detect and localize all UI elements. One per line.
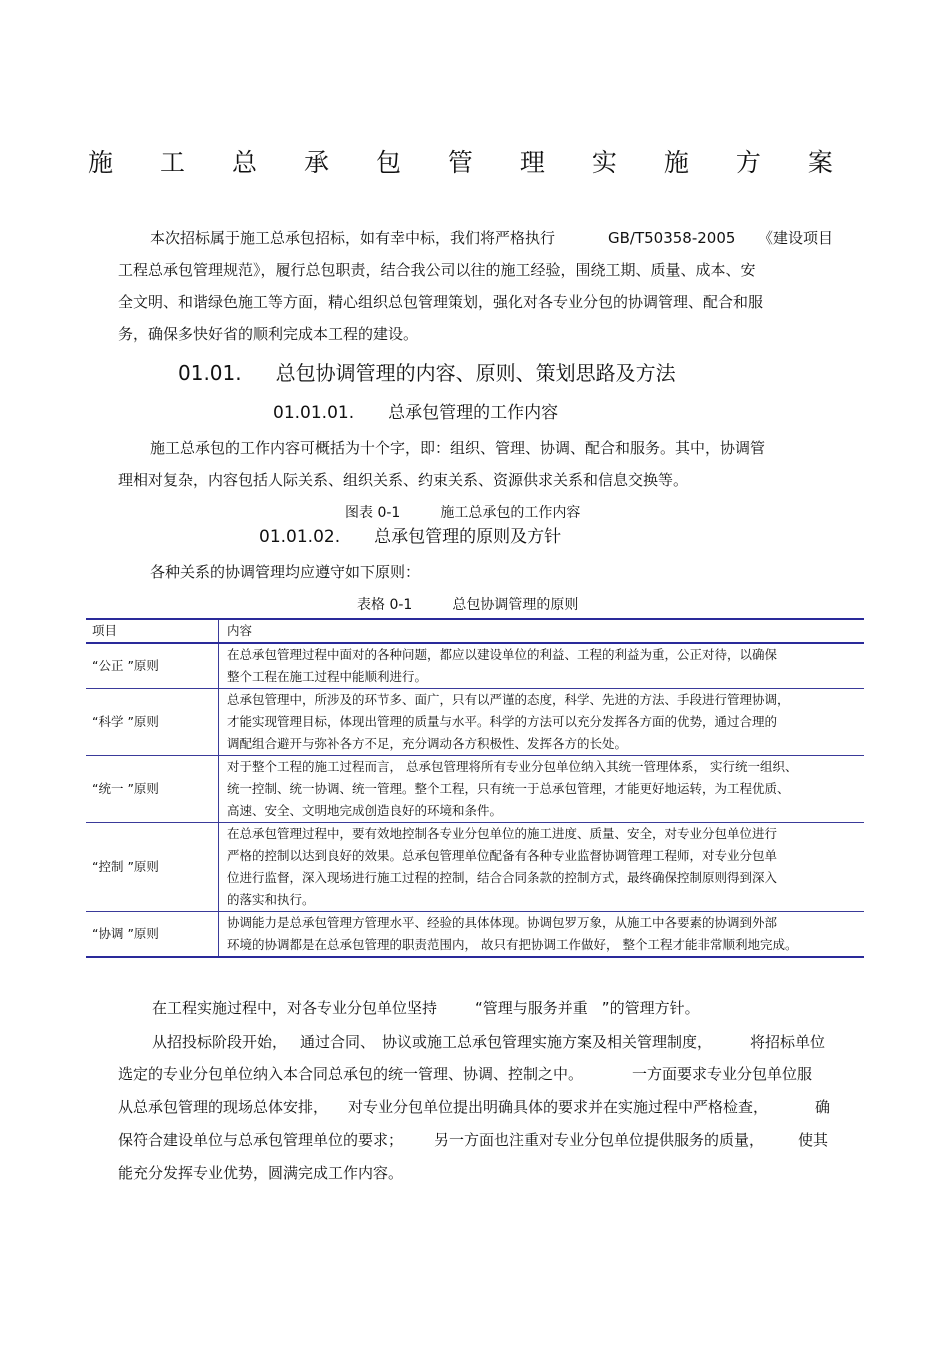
table-label: 表格 0-1	[357, 597, 413, 613]
final-text: 通过合同、	[300, 1033, 376, 1051]
section-number: 01.01.	[178, 361, 242, 385]
principle-description	[219, 689, 865, 756]
title-char: 总	[231, 148, 257, 177]
final-text: 确	[815, 1098, 831, 1116]
header-content: 内容	[227, 623, 253, 638]
title-char: 方	[735, 148, 761, 177]
table-row	[86, 643, 864, 689]
description-line: 严格的控制以达到良好的效果。总承包管理单位配备有各种专业监督协调管理工程师，对专业分包单	[227, 848, 778, 863]
final-text: 使其	[798, 1131, 829, 1149]
after-table-line	[152, 998, 700, 1018]
title-char: 施	[88, 148, 114, 177]
final-line-4	[118, 1130, 829, 1150]
principle-description	[219, 912, 865, 958]
final-text: 协议或施工总承包管理实施方案及相关管理制度，	[382, 1033, 713, 1051]
subsection-heading-2	[259, 526, 561, 548]
description-line: 统一控制、统一协调、统一管理。整个工程，只有统一于总承包管理，才能更好地运转，为工程优质、	[227, 781, 790, 796]
final-text: 另一方面也注重对专业分包单位提供服务的质量，	[434, 1131, 765, 1149]
final-text: 从总承包管理的现场总体安排，	[118, 1098, 329, 1116]
description-line: 对于整个工程的施工过程而言， 总承包管理将所有专业分包单位纳入其统一管理体系， 实行统一组织、	[227, 759, 798, 774]
final-line-5: 能充分发挥专业优势，圆满完成工作内容。	[118, 1164, 404, 1182]
standard-code: GB/T50358-2005	[608, 229, 736, 247]
intro-text: 本次招标属于施工总承包招标，如有幸中标，我们将严格执行	[150, 229, 556, 247]
final-text: 一方面要求专业分包单位服	[632, 1065, 813, 1083]
title-char: 实	[591, 148, 617, 177]
description-line: 调配组合避开与弥补各方不足，充分调动各方积极性、发挥各方的长处。	[227, 736, 628, 751]
description-line: 才能实现管理目标，体现出管理的质量与水平。科学的方法可以充分发挥各方面的优势，通过合理的	[227, 714, 778, 729]
table-row	[86, 823, 864, 912]
document-title	[88, 146, 833, 180]
table-row	[86, 912, 864, 958]
description-line: 位进行监督，深入现场进行施工过程的控制，结合合同条款的控制方式，最终确保控制原则得到深入	[227, 870, 778, 885]
principle-name: “科学 ”原则	[86, 689, 219, 756]
principles-table	[86, 618, 864, 958]
description-line: 协调能力是总承包管理方管理水平、经验的具体体现。协调包罗万象，从施工中各要素的协调到外部	[227, 915, 778, 930]
subsection-heading-1	[273, 402, 558, 424]
principle-name: “公正 ”原则	[86, 643, 219, 689]
title-char: 管	[447, 148, 473, 177]
description-line: 在总承包管理过程中面对的各种问题，都应以建设单位的利益、工程的利益为重，公正对待，以确保	[227, 647, 778, 662]
description-line: 总承包管理中，所涉及的环节多、面广，只有以严谨的态度，科学、先进的方法、手段进行管理协调，	[227, 692, 790, 707]
table-header-row	[86, 619, 864, 643]
final-text: 将招标单位	[750, 1033, 826, 1051]
intro-text: 《建设项目	[758, 229, 834, 247]
intro-line-4: 务，确保多快好省的顺利完成本工程的建设。	[118, 325, 419, 343]
subsection-title: 总承包管理的工作内容	[388, 403, 559, 423]
description-line: 的落实和执行。	[227, 892, 315, 907]
subsection-title: 总承包管理的原则及方针	[374, 527, 562, 547]
title-char: 包	[375, 148, 401, 177]
final-text: 对专业分包单位提出明确具体的要求并在实施过程中严格检查，	[348, 1098, 769, 1116]
title-char: 施	[663, 148, 689, 177]
section-title: 总包协调管理的内容、原则、策划思路及方法	[275, 361, 676, 385]
table-caption	[357, 596, 578, 614]
header-item: 项目	[86, 619, 219, 643]
policy-quote: “管理与服务并重	[475, 999, 588, 1017]
work-paragraph-line-1: 施工总承包的工作内容可概括为十个字，即：组织、管理、协调、配合和服务。其中，协调管	[150, 439, 766, 457]
principle-name: “控制 ”原则	[86, 823, 219, 912]
after-table-text: 在工程实施过程中，对各专业分包单位坚持	[152, 999, 438, 1017]
after-table-text: ”的管理方针。	[601, 999, 700, 1017]
subsection-number: 01.01.02.	[259, 527, 341, 547]
final-line-1	[152, 1032, 826, 1052]
section-heading	[178, 360, 676, 386]
principle-description	[219, 756, 865, 823]
final-text: 从招投标阶段开始，	[152, 1033, 288, 1051]
intro-line-1	[150, 228, 834, 248]
title-char: 理	[519, 148, 545, 177]
final-line-3	[118, 1097, 831, 1117]
description-line: 整个工程在施工过程中能顺利进行。	[227, 669, 428, 684]
figure-title: 施工总承包的工作内容	[440, 505, 581, 521]
final-text: 保符合建设单位与总承包管理单位的要求；	[118, 1131, 404, 1149]
title-char: 承	[303, 148, 329, 177]
final-text: 选定的专业分包单位纳入本合同总承包的统一管理、协调、控制之中。	[118, 1065, 584, 1083]
subsection-number: 01.01.01.	[273, 403, 355, 423]
description-line: 环境的协调都是在总承包管理的职责范围内， 故只有把协调工作做好， 整个工程才能非常顺利地完成。	[227, 937, 798, 952]
title-char: 案	[807, 148, 833, 177]
principle-name: “统一 ”原则	[86, 756, 219, 823]
table-row	[86, 689, 864, 756]
principles-intro: 各种关系的协调管理均应遵守如下原则：	[150, 563, 421, 581]
principle-description	[219, 823, 865, 912]
table-title: 总包协调管理的原则	[452, 597, 579, 613]
description-line: 在总承包管理过程中，要有效地控制各专业分包单位的施工进度、质量、安全，对专业分包单位进行	[227, 826, 778, 841]
intro-line-2: 工程总承包管理规范》，履行总包职责，结合我公司以往的施工经验，围绕工期、质量、成本、安	[118, 261, 756, 279]
principle-description	[219, 643, 865, 689]
figure-caption	[345, 504, 580, 522]
final-line-2	[118, 1064, 813, 1084]
work-paragraph-line-2: 理相对复杂，内容包括人际关系、组织关系、约束关系、资源供求关系和信息交换等。	[118, 471, 689, 489]
figure-label: 图表 0-1	[345, 505, 401, 521]
principle-name: “协调 ”原则	[86, 912, 219, 958]
description-line: 高速、安全、文明地完成创造良好的环境和条件。	[227, 803, 503, 818]
table-row	[86, 756, 864, 823]
title-char: 工	[159, 148, 185, 177]
intro-line-3: 全文明、和谐绿色施工等方面，精心组织总包管理策划，强化对各专业分包的协调管理、配合和服	[118, 293, 764, 311]
